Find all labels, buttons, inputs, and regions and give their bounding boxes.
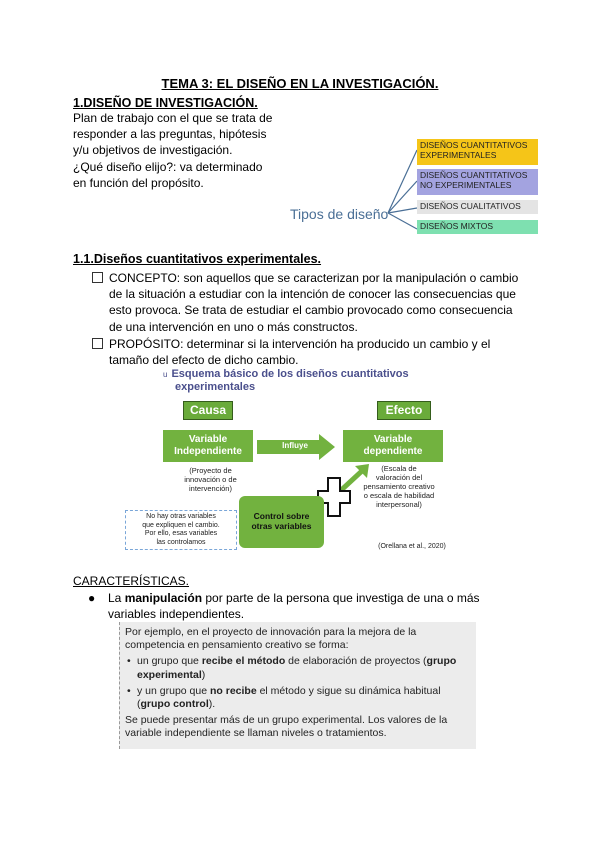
li-bold: grupo control — [140, 698, 209, 711]
section1-line: en función del propósito. — [73, 175, 204, 190]
checkbox-icon — [92, 338, 103, 349]
tipo-line: DISEÑOS MIXTOS — [420, 221, 494, 231]
concepto-line: esto provoca. Se trata de estudiar el cambio provocado como consecuencia — [109, 303, 513, 318]
tipo-mixto — [417, 220, 538, 234]
page-title: TEMA 3: EL DISEÑO EN LA INVESTIGACIÓN. — [161, 76, 439, 91]
variable-independiente-box — [163, 430, 253, 462]
concepto-bullet — [92, 270, 532, 335]
vi-line: Independiente — [174, 446, 242, 457]
section11-heading: 1.1.Diseños cuantitativos experimentales. — [73, 252, 322, 266]
caracteristicas-bullet — [88, 590, 528, 622]
proposito-bullet — [92, 336, 532, 368]
li-bold: grupo experimental — [137, 655, 457, 681]
example-outro — [125, 714, 471, 740]
tipos-label: Tipos de diseño — [290, 206, 389, 222]
li-text: un grupo que — [137, 655, 202, 668]
section1-heading: 1.DISEÑO DE INVESTIGACIÓN. — [73, 96, 258, 110]
influye-label: Influye — [282, 441, 308, 450]
efecto-label: Efecto — [377, 401, 431, 420]
caract-line2: variables independientes. — [108, 607, 245, 622]
li-text: de elaboración de proyectos ( — [285, 655, 427, 668]
example-outro-line: Se puede presentar más de un grupo experimental. Los valores de la — [125, 714, 448, 727]
li-bold: recibe el método — [201, 655, 286, 668]
tipo-cualitativo — [417, 200, 538, 214]
li-text: y un grupo que — [137, 684, 210, 697]
vd-line: Variable — [373, 434, 413, 445]
causa-label: Causa — [183, 401, 233, 420]
li-bold: no recibe — [209, 684, 257, 697]
li-text: ). — [208, 698, 216, 711]
schema-figure — [142, 368, 457, 558]
li-text: el método y sigue su dinámica habitual ( — [137, 684, 441, 711]
tipo-line: DISEÑOS CUANTITATIVOS — [420, 140, 528, 150]
proposito-line: tamaño del efecto de dicho cambio. — [109, 353, 299, 368]
cita: (Orellana et al., 2020) — [378, 543, 446, 550]
escala-line: o escala de habilidad — [363, 491, 435, 500]
nohay-line: Por ello, esas variables — [144, 530, 218, 537]
section1-text — [73, 110, 288, 191]
example-intro-line: competencia en pensamiento creativo se forma: — [125, 639, 349, 652]
proyecto-line: intervención) — [189, 484, 232, 493]
li-text: ) — [201, 668, 206, 681]
checkbox-icon — [92, 272, 103, 283]
schema-bullet: u — [163, 370, 168, 379]
concepto-line: de una intervención en uno o más constructos. — [109, 319, 358, 334]
variable-dependiente-box — [343, 430, 443, 462]
example-outro-line: variable independiente se llaman niveles o tratamientos. — [125, 727, 387, 740]
example-box — [119, 622, 476, 749]
schema-title-line2: experimentales — [175, 381, 256, 393]
vi-line: Variable — [188, 434, 228, 445]
nohay-line: No hay otras variables — [146, 513, 216, 520]
caract-bold: manipulación — [124, 591, 203, 605]
caract-post: por parte de la persona que investiga de una o más — [202, 591, 480, 605]
caracteristicas-heading: CARACTERÍSTICAS. — [73, 574, 190, 588]
proyecto-line: innovación o de — [184, 475, 237, 484]
example-intro — [125, 626, 471, 652]
schema-title — [163, 368, 453, 394]
escala-line: valoración del — [375, 473, 423, 482]
escala-line: pensamiento creativo — [363, 482, 435, 491]
proyecto-line: (Proyecto de — [189, 466, 232, 475]
concepto-line: CONCEPTO: son aquellos que se caracterizan por la manipulación o cambio — [109, 271, 519, 285]
tipo-line: DISEÑOS CUALITATIVOS — [420, 201, 521, 211]
example-intro-line: Por ejemplo, en el proyecto de innovación para la mejora de la — [125, 626, 417, 638]
section1-line: responder a las preguntas, hipótesis — [73, 127, 267, 142]
tipo-cuantitativo-experimental — [417, 139, 538, 165]
section1-line: y/u objetivos de investigación. — [73, 143, 233, 158]
control-line: Control sobre — [253, 511, 310, 521]
concepto-line: de la situación a estudiar con la intención de conocer las consecuencias que — [109, 287, 516, 302]
nohay-line: las controlamos — [156, 538, 206, 546]
tipo-line: NO EXPERIMENTALES — [420, 180, 512, 190]
example-item-control — [125, 685, 471, 711]
section1-line: Plan de trabajo con el que se trata de — [73, 111, 273, 125]
proyecto-note — [168, 466, 253, 493]
schema-title-line1: Esquema básico de los diseños cuantitativos — [171, 368, 409, 380]
control-box — [239, 496, 324, 548]
proposito-line: PROPÓSITO: determinar si la intervención ha producido un cambio y el — [109, 337, 491, 351]
example-item-experimental — [125, 655, 471, 681]
tipo-cuantitativo-no-experimental — [417, 169, 538, 195]
tipo-line: DISEÑOS CUANTITATIVOS — [420, 170, 528, 180]
escala-line: interpersonal) — [376, 500, 422, 509]
bullet-icon: ● — [88, 591, 96, 605]
escala-line: (Escala de — [381, 464, 417, 473]
tipo-line: EXPERIMENTALES — [420, 150, 497, 160]
no-hay-note — [125, 510, 237, 550]
section1-line: ¿Qué diseño elijo?: va determinado — [73, 159, 263, 174]
control-line: otras variables — [251, 521, 312, 531]
nohay-line: que expliquen el cambio. — [142, 521, 220, 529]
caract-pre: La — [108, 591, 125, 605]
vd-line: dependiente — [363, 446, 423, 457]
